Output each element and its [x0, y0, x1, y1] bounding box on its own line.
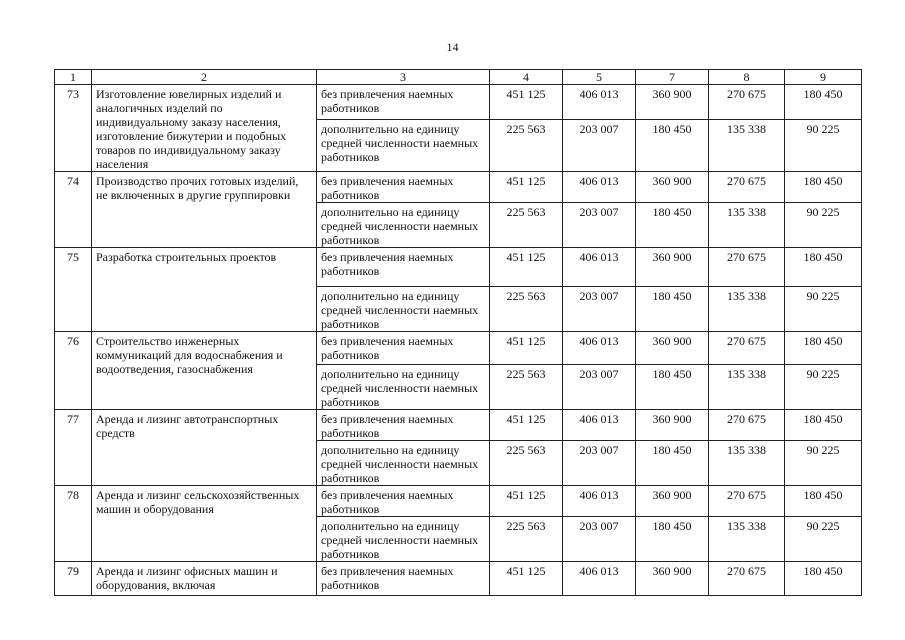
condition-per-employee: дополнительно на единицу средней численности наемных работников [317, 287, 490, 332]
rate-value: 90 225 [785, 287, 862, 332]
condition-per-employee: дополнительно на единицу средней численности наемных работников [317, 517, 490, 562]
rate-value: 135 338 [709, 203, 785, 248]
rate-value: 270 675 [709, 410, 785, 441]
rate-value: 225 563 [490, 517, 563, 562]
rate-value: 90 225 [785, 203, 862, 248]
rate-value: 451 125 [490, 248, 563, 287]
row-number: 74 [55, 172, 92, 248]
condition-per-employee: дополнительно на единицу средней численности наемных работников [317, 441, 490, 486]
rate-value: 203 007 [563, 365, 636, 410]
rate-value: 180 450 [636, 517, 709, 562]
rate-value: 451 125 [490, 486, 563, 517]
condition-no-hire: без привлечения наемных работников [317, 172, 490, 203]
rate-value: 180 450 [785, 486, 862, 517]
table-row [55, 486, 862, 517]
activity-description: Изготовление ювелирных изделий и аналогичных изделий по индивидуальному заказу населения, изготовление бижутерии и подобных товаров по индивидуальному заказу населения [92, 85, 317, 172]
header-cell: 7 [636, 70, 709, 85]
rate-value: 360 900 [636, 486, 709, 517]
rate-value: 135 338 [709, 517, 785, 562]
rate-value: 203 007 [563, 287, 636, 332]
condition-no-hire: без привлечения наемных работников [317, 486, 490, 517]
rate-value: 180 450 [636, 287, 709, 332]
row-number: 78 [55, 486, 92, 562]
rate-value: 360 900 [636, 172, 709, 203]
row-number: 79 [55, 562, 92, 596]
rate-value: 406 013 [563, 410, 636, 441]
rate-value: 406 013 [563, 248, 636, 287]
rate-value: 180 450 [785, 562, 862, 596]
rate-value: 270 675 [709, 85, 785, 120]
table-row [55, 562, 862, 596]
header-cell: 2 [92, 70, 317, 85]
activity-description: Разработка строительных проектов [92, 248, 317, 332]
condition-per-employee: дополнительно на единицу средней численности наемных работников [317, 119, 490, 171]
table-row [55, 410, 862, 441]
condition-no-hire: без привлечения наемных работников [317, 410, 490, 441]
header-cell: 3 [317, 70, 490, 85]
rate-value: 225 563 [490, 203, 563, 248]
table-body [55, 85, 862, 596]
rate-value: 90 225 [785, 517, 862, 562]
rate-value: 180 450 [636, 365, 709, 410]
rate-value: 135 338 [709, 119, 785, 171]
rate-value: 180 450 [636, 203, 709, 248]
rate-value: 180 450 [785, 172, 862, 203]
header-cell: 5 [563, 70, 636, 85]
rate-value: 360 900 [636, 562, 709, 596]
rate-value: 451 125 [490, 332, 563, 365]
condition-no-hire: без привлечения наемных работников [317, 562, 490, 596]
table-row [55, 332, 862, 365]
rate-value: 451 125 [490, 85, 563, 120]
rate-value: 360 900 [636, 410, 709, 441]
rate-value: 451 125 [490, 562, 563, 596]
condition-no-hire: без привлечения наемных работников [317, 332, 490, 365]
activity-description: Аренда и лизинг автотранспортных средств [92, 410, 317, 486]
rate-value: 180 450 [785, 410, 862, 441]
table-row [55, 172, 862, 203]
rate-value: 203 007 [563, 517, 636, 562]
rate-value: 406 013 [563, 85, 636, 120]
table-row [55, 85, 862, 120]
rate-value: 270 675 [709, 486, 785, 517]
condition-no-hire: без привлечения наемных работников [317, 85, 490, 120]
rate-value: 135 338 [709, 365, 785, 410]
header-cell: 8 [709, 70, 785, 85]
page-number: 14 [446, 40, 459, 54]
rate-value: 270 675 [709, 172, 785, 203]
rate-value: 360 900 [636, 85, 709, 120]
row-number: 73 [55, 85, 92, 172]
rate-value: 406 013 [563, 332, 636, 365]
rate-value: 203 007 [563, 119, 636, 171]
rate-value: 90 225 [785, 441, 862, 486]
activity-description: Строительство инженерных коммуникаций для водоснабжения и водоотведения, газоснабжения [92, 332, 317, 410]
rate-value: 180 450 [636, 119, 709, 171]
rate-value: 451 125 [490, 172, 563, 203]
rate-value: 451 125 [490, 410, 563, 441]
rate-value: 270 675 [709, 562, 785, 596]
rate-value: 225 563 [490, 119, 563, 171]
rate-value: 203 007 [563, 441, 636, 486]
rate-value: 225 563 [490, 365, 563, 410]
rate-value: 225 563 [490, 441, 563, 486]
rate-value: 225 563 [490, 287, 563, 332]
rate-value: 360 900 [636, 248, 709, 287]
rate-value: 90 225 [785, 365, 862, 410]
condition-no-hire: без привлечения наемных работников [317, 248, 490, 287]
rate-value: 270 675 [709, 332, 785, 365]
rate-value: 135 338 [709, 441, 785, 486]
rate-value: 360 900 [636, 332, 709, 365]
rate-value: 406 013 [563, 172, 636, 203]
rate-value: 406 013 [563, 562, 636, 596]
header-row [55, 70, 862, 85]
row-number: 77 [55, 410, 92, 486]
rate-value: 180 450 [785, 332, 862, 365]
header-cell: 1 [55, 70, 92, 85]
rate-value: 406 013 [563, 486, 636, 517]
table-row [55, 248, 862, 287]
rate-value: 270 675 [709, 248, 785, 287]
rate-value: 90 225 [785, 119, 862, 171]
header-cell: 4 [490, 70, 563, 85]
activity-description: Аренда и лизинг офисных машин и оборудования, включая [92, 562, 317, 596]
header-cell: 9 [785, 70, 862, 85]
rate-value: 180 450 [785, 248, 862, 287]
condition-per-employee: дополнительно на единицу средней численности наемных работников [317, 365, 490, 410]
rate-value: 180 450 [636, 441, 709, 486]
rate-value: 135 338 [709, 287, 785, 332]
condition-per-employee: дополнительно на единицу средней численности наемных работников [317, 203, 490, 248]
activity-description: Аренда и лизинг сельскохозяйственных машин и оборудования [92, 486, 317, 562]
row-number: 76 [55, 332, 92, 410]
activity-description: Производство прочих готовых изделий, не включенных в другие группировки [92, 172, 317, 248]
row-number: 75 [55, 248, 92, 332]
tariff-table [54, 69, 862, 596]
rate-value: 180 450 [785, 85, 862, 120]
rate-value: 203 007 [563, 203, 636, 248]
